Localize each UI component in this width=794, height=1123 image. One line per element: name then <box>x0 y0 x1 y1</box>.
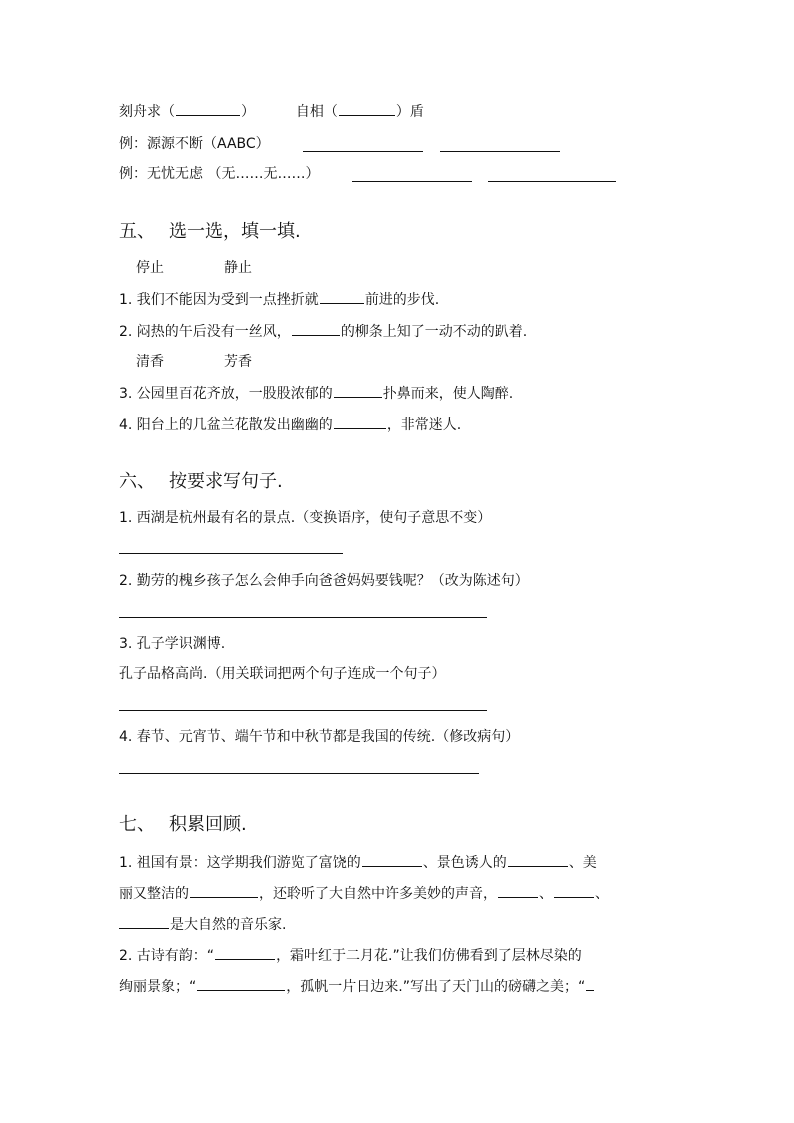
s6-question-3a: 3. 孔子学识渊博. <box>119 636 226 652</box>
aabc-blank-2[interactable] <box>440 151 560 152</box>
s5-q3-text: 3. 公园里百花齐放，一股股浓郁的 <box>119 386 333 402</box>
s7-q1-blank-6[interactable] <box>119 914 169 929</box>
s5-q4-text: 4. 阳台上的几盆兰花散发出幽幽的 <box>119 417 333 433</box>
s6-question-2: 2. 勤劳的槐乡孩子怎么会伸手向爸爸妈妈要钱呢？（改为陈述句） <box>119 573 529 589</box>
s6-question-3b: 孔子品格高尚.（用关联词把两个句子连成一个句子） <box>119 666 446 682</box>
example-aabc-text: 例：源源不断（AABC） <box>119 136 270 152</box>
s6-question-4: 4. 春节、元宵节、端午节和中秋节都是我国的传统.（修改病句） <box>119 729 520 745</box>
s5-question-1 <box>119 289 439 310</box>
s7-q1-text-8: 是大自然的音乐家. <box>170 917 287 933</box>
section-7-heading <box>119 813 247 837</box>
section-6-title: 按要求写句子. <box>169 471 283 492</box>
s7-q1-text-4: 丽又整洁的 <box>119 886 189 902</box>
s5-question-4 <box>119 414 461 435</box>
s7-q1-blank-1[interactable] <box>362 852 422 867</box>
s5-q1-blank[interactable] <box>320 289 364 304</box>
example-wu-wu <box>119 164 319 184</box>
s5-q1-text: 1. 我们不能因为受到一点挫折就 <box>119 292 319 308</box>
section-7-number: 七、 <box>119 814 155 835</box>
option-jingzhi: 静止 <box>224 260 252 276</box>
s7-q1-text-6: 、 <box>539 886 553 902</box>
s7-q1-line-3 <box>119 914 286 935</box>
idiom-2-blank[interactable] <box>339 101 395 116</box>
option-fangxiang: 芳香 <box>224 354 252 370</box>
idiom-1-prefix: 刻舟求（ <box>119 104 175 120</box>
s7-q2-blank-3[interactable] <box>586 976 594 991</box>
example-wu-wu-text: 例：无忧无虑 （无……无……） <box>119 166 320 182</box>
s5-q3-text-end: 扑鼻而来，使人陶醉. <box>382 386 514 402</box>
s5-q3-blank[interactable] <box>334 383 382 398</box>
s7-q1-text-1: 1. 祖国有景：这学期我们游览了富饶的 <box>119 855 361 871</box>
section-6-number: 六、 <box>119 471 155 492</box>
s7-q1-text-3: 、美 <box>568 855 597 871</box>
s7-q1-line-1 <box>119 852 597 873</box>
s5-q2-blank[interactable] <box>292 321 340 336</box>
s5-q2-text: 2. 闷热的午后没有一丝风， <box>119 324 291 340</box>
example-aabc <box>119 134 270 154</box>
section-5-number: 五、 <box>119 221 155 242</box>
s7-q2-line-2 <box>119 976 595 997</box>
s5-q1-text-end: 前进的步伐. <box>364 292 440 308</box>
s7-q2-text-4: ，孤帆一片日边来.”写出了天门山的磅礴之美；“ <box>286 979 586 995</box>
s5-question-2 <box>119 321 527 342</box>
s7-q1-blank-5[interactable] <box>554 883 594 898</box>
section-6-heading <box>119 470 283 494</box>
s5-question-3 <box>119 383 513 404</box>
s6-question-1: 1. 西湖是杭州最有名的景点.（变换语序，使句子意思不变） <box>119 510 492 526</box>
section-5-heading <box>119 220 301 244</box>
s6-q3-answer-line[interactable] <box>119 710 487 711</box>
s7-q1-text-7: 、 <box>595 886 609 902</box>
idiom-row-1 <box>119 101 424 122</box>
s7-q1-blank-4[interactable] <box>498 883 538 898</box>
s5-q2-text-end: 的柳条上知了一动不动的趴着. <box>340 324 528 340</box>
s7-q1-text-2: 、景色诱人的 <box>422 855 507 871</box>
s7-q2-blank-2[interactable] <box>197 976 285 991</box>
option-qingxiang: 清香 <box>136 354 164 370</box>
aabc-blank-1[interactable] <box>303 151 423 152</box>
s6-q4-answer-line[interactable] <box>119 773 479 774</box>
idiom-2-suffix: ）盾 <box>395 104 424 120</box>
s6-q1-answer-line[interactable] <box>119 553 343 554</box>
idiom-1-blank[interactable] <box>176 101 240 116</box>
s7-q2-text-3: 绚丽景象；“ <box>119 979 197 995</box>
s7-q1-text-5: ，还聆听了大自然中许多美妙的声音， <box>259 886 497 902</box>
s7-q2-blank-1[interactable] <box>215 945 275 960</box>
s7-q1-line-2 <box>119 883 609 904</box>
s7-q1-blank-2[interactable] <box>508 852 568 867</box>
wu-wu-blank-2[interactable] <box>488 181 616 182</box>
s6-q2-answer-line[interactable] <box>119 617 487 618</box>
s5-q4-blank[interactable] <box>334 414 386 429</box>
wu-wu-blank-1[interactable] <box>352 181 472 182</box>
s5-q4-text-end: ，非常迷人. <box>386 417 462 433</box>
idiom-1-suffix: ） <box>241 104 255 120</box>
option-tingzhi: 停止 <box>136 260 164 276</box>
section-7-title: 积累回顾. <box>169 814 247 835</box>
s7-q2-text-2: ，霜叶红于二月花.”让我们仿佛看到了层林尽染的 <box>276 948 582 964</box>
s7-q2-text-1: 2. 古诗有韵：“ <box>119 948 215 964</box>
s7-q1-blank-3[interactable] <box>190 883 258 898</box>
s7-q2-line-1 <box>119 945 582 966</box>
section-5-title: 选一选，填一填. <box>169 221 301 242</box>
idiom-2-prefix: 自相（ <box>295 104 338 120</box>
